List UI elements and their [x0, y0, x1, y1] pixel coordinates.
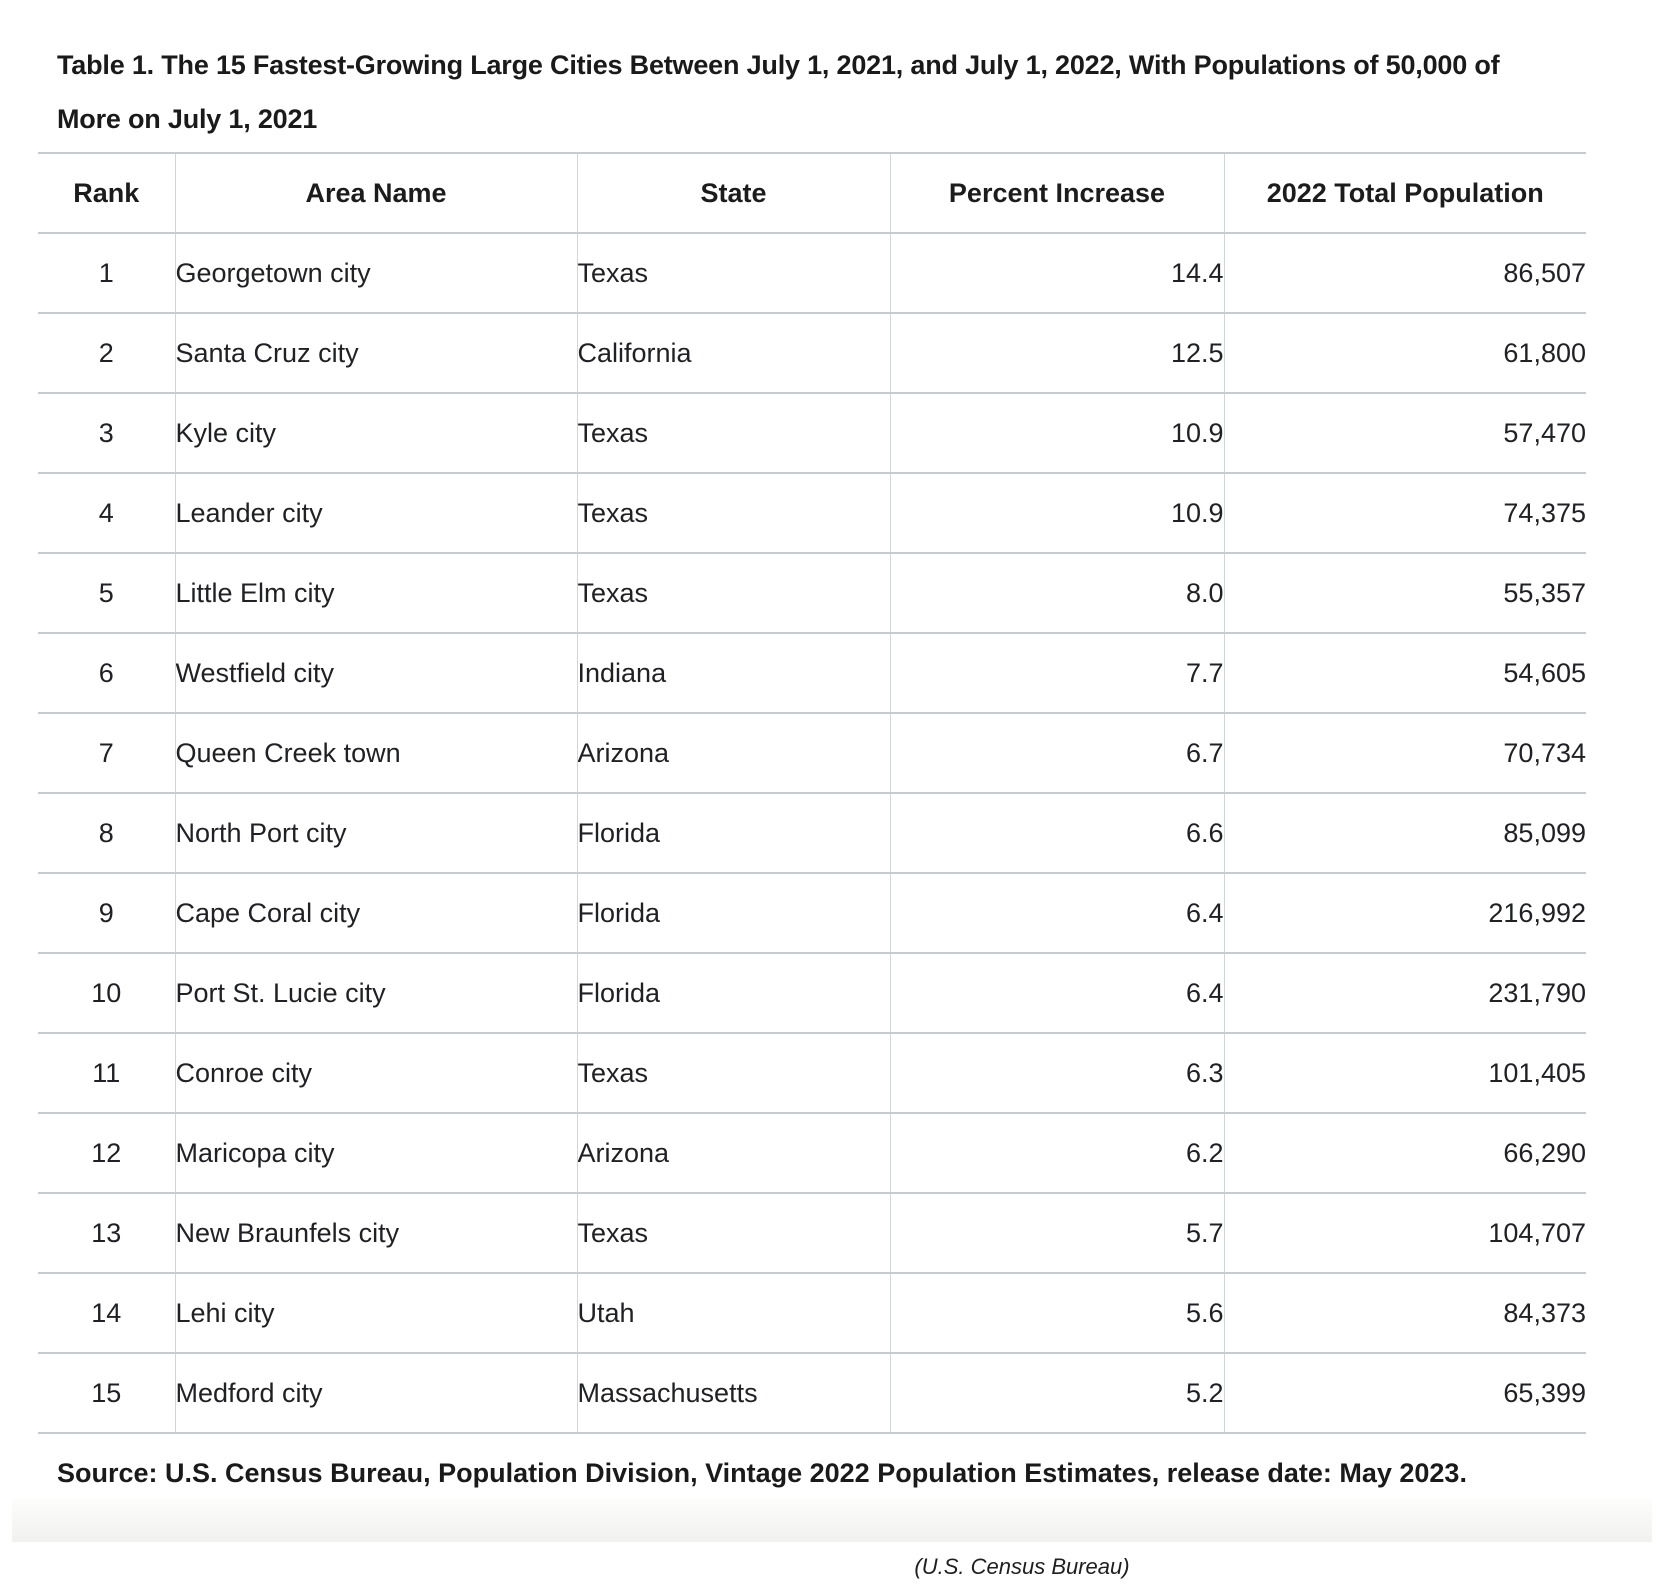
table-body [38, 233, 1586, 1433]
cell-rank: 15 [38, 1353, 175, 1433]
table-row [38, 953, 1586, 1033]
cell-percent-increase: 6.3 [890, 1033, 1224, 1113]
cell-area-name: Little Elm city [175, 553, 577, 633]
table-row [38, 633, 1586, 713]
table-row [38, 873, 1586, 953]
cell-area-name: Cape Coral city [175, 873, 577, 953]
cell-rank: 4 [38, 473, 175, 553]
cell-rank: 14 [38, 1273, 175, 1353]
cell-rank: 1 [38, 233, 175, 313]
cell-state: Massachusetts [577, 1353, 890, 1433]
cell-total-population: 84,373 [1224, 1273, 1586, 1353]
cell-area-name: Maricopa city [175, 1113, 577, 1193]
column-header-area-name: Area Name [175, 153, 577, 233]
cell-percent-increase: 6.6 [890, 793, 1224, 873]
source-note: Source: U.S. Census Bureau, Population Division, Vintage 2022 Population Estimates, release date: May 2023. [57, 1458, 1467, 1488]
cell-state: Texas [577, 233, 890, 313]
cell-area-name: Conroe city [175, 1033, 577, 1113]
cell-area-name: New Braunfels city [175, 1193, 577, 1273]
table-row [38, 1193, 1586, 1273]
cell-state: Florida [577, 793, 890, 873]
cell-state: Texas [577, 1193, 890, 1273]
cell-rank: 12 [38, 1113, 175, 1193]
attribution-caption: (U.S. Census Bureau) [914, 1554, 1130, 1579]
column-header-percent-increase: Percent Increase [890, 153, 1224, 233]
cell-total-population: 61,800 [1224, 313, 1586, 393]
cell-rank: 5 [38, 553, 175, 633]
fade-band [12, 1498, 1652, 1542]
cell-rank: 10 [38, 953, 175, 1033]
cell-percent-increase: 6.4 [890, 953, 1224, 1033]
cell-total-population: 104,707 [1224, 1193, 1586, 1273]
cell-total-population: 70,734 [1224, 713, 1586, 793]
cell-area-name: Port St. Lucie city [175, 953, 577, 1033]
table-row [38, 1353, 1586, 1433]
cell-percent-increase: 5.6 [890, 1273, 1224, 1353]
table-title: Table 1. The 15 Fastest-Growing Large Cities Between July 1, 2021, and July 1, 2022, With Populations of 50,000 of More on July 1, 2021 [57, 50, 1500, 134]
cell-area-name: Westfield city [175, 633, 577, 713]
cell-percent-increase: 7.7 [890, 633, 1224, 713]
cell-area-name: Queen Creek town [175, 713, 577, 793]
table-row [38, 233, 1586, 313]
header-row [38, 153, 1586, 233]
table-row [38, 313, 1586, 393]
cell-state: Texas [577, 393, 890, 473]
cell-percent-increase: 8.0 [890, 553, 1224, 633]
cell-state: Texas [577, 473, 890, 553]
table-row [38, 393, 1586, 473]
cell-rank: 8 [38, 793, 175, 873]
cell-state: Texas [577, 553, 890, 633]
cell-total-population: 55,357 [1224, 553, 1586, 633]
cell-percent-increase: 6.4 [890, 873, 1224, 953]
cell-percent-increase: 6.2 [890, 1113, 1224, 1193]
cell-state: Arizona [577, 1113, 890, 1193]
table-row [38, 1113, 1586, 1193]
cell-total-population: 85,099 [1224, 793, 1586, 873]
cell-rank: 13 [38, 1193, 175, 1273]
cell-rank: 2 [38, 313, 175, 393]
cell-percent-increase: 12.5 [890, 313, 1224, 393]
cell-area-name: Georgetown city [175, 233, 577, 313]
cell-area-name: Leander city [175, 473, 577, 553]
column-header-rank: Rank [38, 153, 175, 233]
cell-area-name: Medford city [175, 1353, 577, 1433]
cell-percent-increase: 5.7 [890, 1193, 1224, 1273]
table-row [38, 1273, 1586, 1353]
cell-total-population: 101,405 [1224, 1033, 1586, 1113]
cell-total-population: 86,507 [1224, 233, 1586, 313]
cell-rank: 6 [38, 633, 175, 713]
cell-state: California [577, 313, 890, 393]
cell-percent-increase: 14.4 [890, 233, 1224, 313]
cell-area-name: Lehi city [175, 1273, 577, 1353]
cell-total-population: 65,399 [1224, 1353, 1586, 1433]
cell-rank: 9 [38, 873, 175, 953]
cell-state: Florida [577, 953, 890, 1033]
cell-total-population: 57,470 [1224, 393, 1586, 473]
data-table [38, 152, 1586, 1434]
cell-area-name: Kyle city [175, 393, 577, 473]
cell-percent-increase: 6.7 [890, 713, 1224, 793]
cell-state: Arizona [577, 713, 890, 793]
table-row [38, 713, 1586, 793]
cell-area-name: Santa Cruz city [175, 313, 577, 393]
table-row [38, 1033, 1586, 1113]
table-row [38, 793, 1586, 873]
cell-state: Indiana [577, 633, 890, 713]
column-header-state: State [577, 153, 890, 233]
cell-total-population: 74,375 [1224, 473, 1586, 553]
cell-percent-increase: 10.9 [890, 393, 1224, 473]
table-row [38, 473, 1586, 553]
column-header-total-population: 2022 Total Population [1224, 153, 1586, 233]
cell-total-population: 216,992 [1224, 873, 1586, 953]
table-row [38, 553, 1586, 633]
cell-total-population: 231,790 [1224, 953, 1586, 1033]
cell-total-population: 54,605 [1224, 633, 1586, 713]
cell-rank: 3 [38, 393, 175, 473]
cell-state: Florida [577, 873, 890, 953]
cell-percent-increase: 10.9 [890, 473, 1224, 553]
cell-state: Utah [577, 1273, 890, 1353]
cell-percent-increase: 5.2 [890, 1353, 1224, 1433]
cell-rank: 11 [38, 1033, 175, 1113]
cell-rank: 7 [38, 713, 175, 793]
cell-area-name: North Port city [175, 793, 577, 873]
cell-state: Texas [577, 1033, 890, 1113]
cell-total-population: 66,290 [1224, 1113, 1586, 1193]
